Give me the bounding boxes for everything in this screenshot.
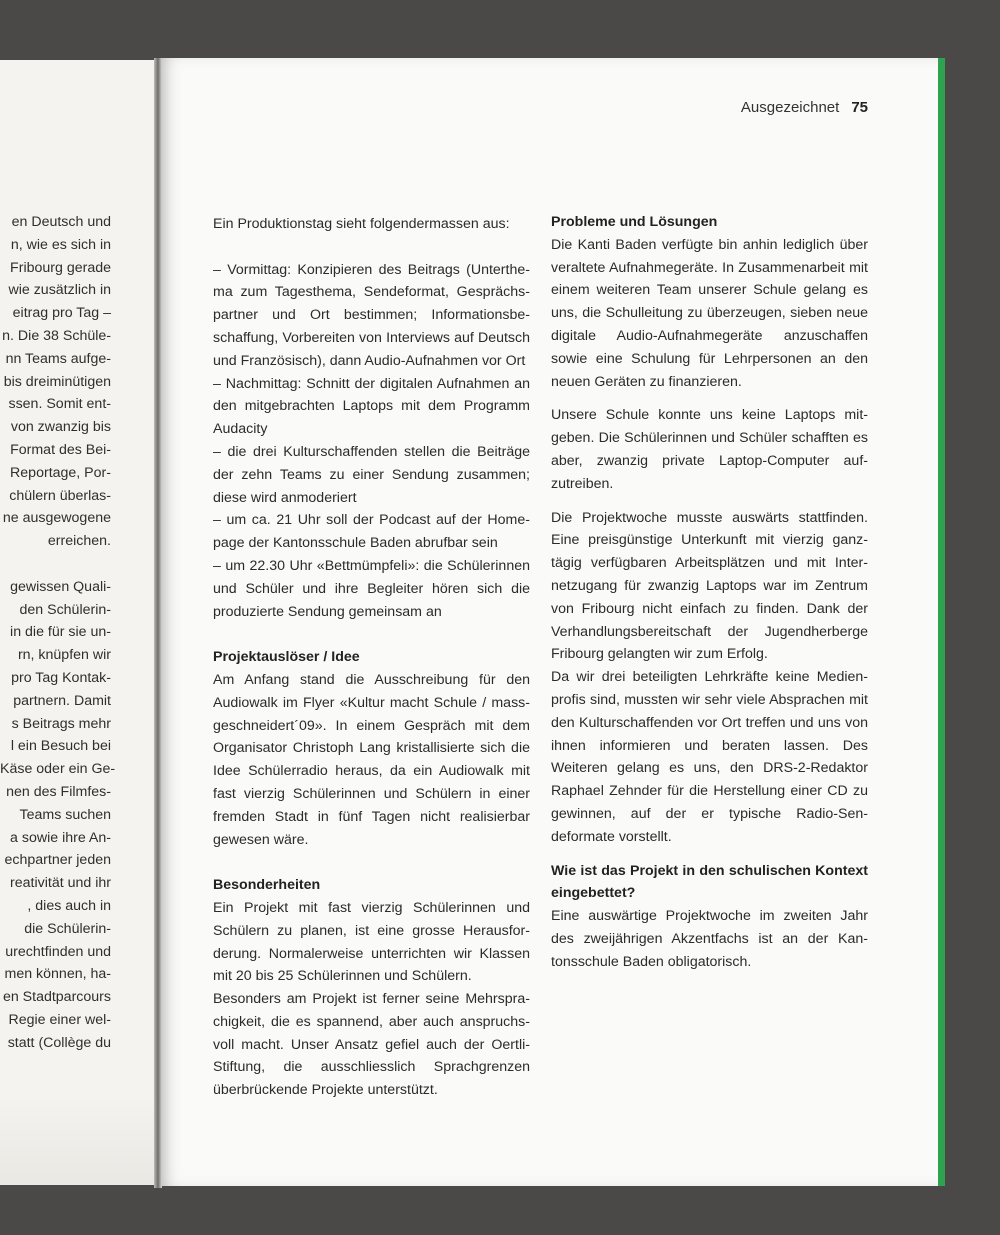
left-page-line: n. Die 38 Schüle- bbox=[2, 327, 111, 344]
paragraph: Da wir drei beteiligten Lehrkräfte keine Medienprofis sind, mussten wir sehr viele Absprachen mit den Kulturschaffenden vor Ort treffen und uns von ihnen informieren und beraten lassen. Des Weiteren gelang es uns, den DRS-2-Redaktor Raphael Zehnder für die Herstellung einer CD zu gewinnen, auf der er typische Radio-Sendeformate vorstellt. bbox=[551, 669, 868, 845]
left-page-line: l ein Besuch bei bbox=[10, 738, 111, 755]
left-page-bottom-shade bbox=[0, 1095, 158, 1185]
left-page-line: den Schülerin- bbox=[19, 601, 111, 618]
left-page-line: in die für sie un- bbox=[10, 624, 111, 641]
left-page-line: erreichen. bbox=[47, 533, 111, 550]
heading-projektausloeser: Projektauslöser / Idee bbox=[213, 649, 360, 666]
book-gutter bbox=[154, 58, 162, 1188]
left-page-line: die Schülerin- bbox=[24, 920, 111, 937]
paragraph: Die Projektwoche musste auswärts stattfinden. Eine preisgünstige Unterkunft mit vierzig ganztägig verfügbaren Arbeitsplätzen und mit Internetzugang für zwanzig Laptops war im Zentrum von Fribourg nicht einfach zu finden. Dank der Verhandlungsbereitschaft der Jugendherberge Fribourg gelangten wir zum Erfolg. bbox=[551, 509, 868, 663]
schedule-item: – um ca. 21 Uhr soll der Podcast auf der Homepage der Kantonsschule Baden abrufbar sein bbox=[213, 512, 530, 552]
paragraph: Eine auswärtige Projektwoche im zweiten Jahr des zweijährigen Akzentfachs ist an der Kantonsschule Baden obligatorisch. bbox=[551, 908, 868, 970]
left-page-line: nen des Filmfes- bbox=[6, 783, 111, 800]
left-page-line: gewissen Quali- bbox=[10, 578, 111, 595]
left-page-line: , dies auch in bbox=[27, 897, 111, 914]
left-page-line: en Deutsch und bbox=[11, 214, 111, 230]
paragraph: Am Anfang stand die Ausschreibung für den Audiowalk im Flyer «Kultur macht Schule / massgeschneidert´09». In einem Gespräch mit dem Organisator Christoph Lang kristallisierte sich die Idee Schülerradio heraus, da ein Audiowalk mit fast vierzig Schülerinnen und Schülern in einer fremden Stadt in fünf Tagen nicht realisierbar gewesen wäre. bbox=[213, 671, 530, 848]
left-page-line: n, wie es sich in bbox=[10, 236, 111, 253]
paragraph: Unsere Schule konnte uns keine Laptops mitgeben. Die Schülerinnen und Schüler schafften es aber, zwanzig private Laptop-Computer aufzutreiben. bbox=[551, 407, 868, 492]
left-page-line: Teams suchen bbox=[19, 806, 111, 823]
left-page-line bbox=[0, 553, 111, 576]
left-page-line: Regie einer wel- bbox=[8, 1011, 111, 1028]
left-page-line: a sowie ihre An- bbox=[10, 829, 111, 846]
heading-besonderheiten: Besonderheiten bbox=[213, 877, 321, 894]
left-page-line: Käse oder ein Ge- bbox=[0, 761, 116, 778]
section-title: Ausgezeichnet bbox=[740, 99, 840, 116]
schedule-item: – Nachmittag: Schnitt der digitalen Aufnahmen an den mitgebrachten Laptops mit dem Programm Audacity bbox=[213, 375, 530, 438]
paragraph: Besonders am Projekt ist ferner seine Mehrsprachigkeit, die es spannend, aber auch anspruchsvoll macht. Unser Ansatz gefiel auch der Oertli-Stiftung, die ausschliesslich Sprachgrenzen überbrückende Projekte unterstützt. bbox=[213, 991, 530, 1099]
schedule-item: – die drei Kulturschaffenden stellen die Beiträge der zehn Teams zu einer Sendung zusammen; diese wird anmoderiert bbox=[213, 443, 530, 506]
paragraph: Die Kanti Baden verfügte bin anhin lediglich über veraltete Aufnahmegeräte. In Zusammenarbeit mit einem weiteren Team unserer Schule gelang es uns, die Schulleitung zu überzeugen, sieben neue digitale Audio-Aufnahmegeräte anzuschaffen sowie eine Schulung für Lehrpersonen an den neuen Geräten zu finanzieren. bbox=[551, 236, 868, 390]
left-page-line: reativität und ihr bbox=[10, 875, 111, 892]
page-number: 75 bbox=[851, 99, 868, 116]
intro-paragraph: Ein Produktionstag sieht folgendermassen aus: bbox=[213, 216, 510, 232]
left-page-line: statt (Collège du bbox=[7, 1034, 111, 1051]
left-page-line: s Beitrags mehr bbox=[11, 715, 111, 732]
schedule-item: – Vormittag: Konzipieren des Beitrags (Unterthema zum Tagesthema, Sendeformat, Gesprächspartner und Ort bestimmen; Informationsbeschaffung, Vorbereiten von Interviews auf Deutsch und Französisch), dann Audio-Aufnahmen vor Ort bbox=[213, 261, 530, 369]
heading-probleme: Probleme und Lösungen bbox=[551, 214, 718, 230]
left-page-line: wie zusätzlich in bbox=[8, 282, 111, 299]
left-page-text bbox=[0, 211, 116, 1054]
left-page-line: nn Teams aufge- bbox=[5, 350, 111, 367]
left-page-line: urechtfinden und bbox=[5, 943, 111, 960]
left-page-line: Fribourg gerade bbox=[10, 259, 111, 276]
left-page-line: chülern überlas- bbox=[9, 487, 111, 504]
text-column-1 bbox=[213, 213, 530, 1102]
left-page-line: von zwanzig bis bbox=[10, 419, 111, 436]
text-column-2 bbox=[551, 211, 868, 974]
left-page-line: echpartner jeden bbox=[4, 852, 111, 869]
left-page-line: partnern. Damit bbox=[13, 692, 111, 709]
left-page-line: rn, knüpfen wir bbox=[17, 647, 111, 664]
schedule-item: – um 22.30 Uhr «Bettmümpfeli»: die Schülerinnen und Schüler und ihre Begleiter hören sich die produzierte Sendung gemeinsam an bbox=[213, 557, 530, 620]
left-page-line: Reportage, Por- bbox=[10, 464, 111, 481]
left-page-line: men können, ha- bbox=[4, 966, 111, 983]
left-page-line: ne ausgewogene bbox=[2, 510, 111, 527]
left-page-line: ssen. Somit ent- bbox=[8, 396, 111, 413]
page-edge-green bbox=[938, 58, 945, 1186]
left-page-line: bis dreiminütigen bbox=[3, 373, 111, 390]
paragraph: Ein Projekt mit fast vierzig Schülerinnen und Schülern zu planen, ist eine grosse Herausforderung. Normalerweise unterrichten wir Klassen mit 20 bis 25 Schülerinnen und Schülern. bbox=[213, 899, 530, 985]
left-page-line: en Stadtparcours bbox=[2, 989, 111, 1006]
left-page-line: Format des Bei- bbox=[10, 441, 111, 458]
left-page-line: pro Tag Kontak- bbox=[11, 669, 111, 686]
left-page-line: eitrag pro Tag – bbox=[12, 305, 111, 322]
heading-kontext: Wie ist das Projekt in den schulischen Kontext eingebettet? bbox=[551, 862, 868, 902]
running-head bbox=[741, 99, 868, 116]
